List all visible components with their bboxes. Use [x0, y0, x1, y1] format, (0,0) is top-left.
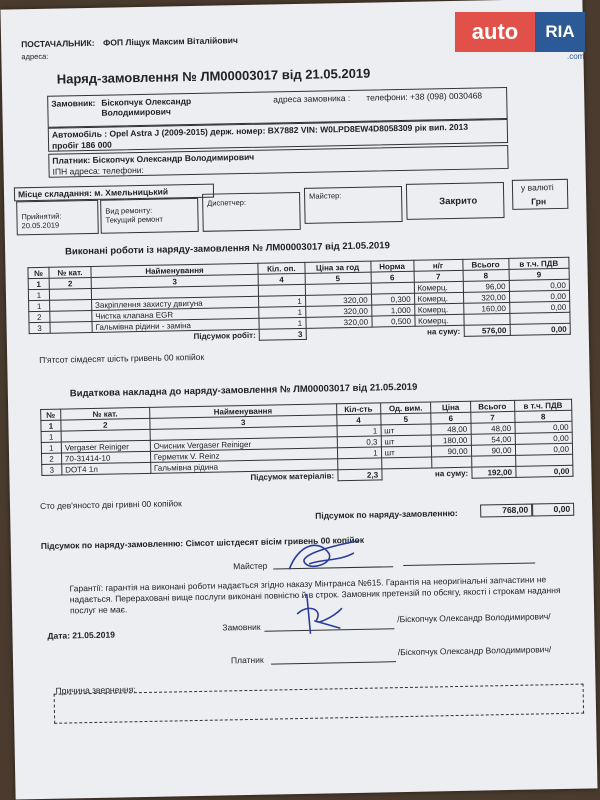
cell: 0,00 [509, 290, 570, 302]
cell [471, 455, 515, 467]
repair-value: Текущий ремонт [105, 214, 163, 225]
accepted-date: 20.05.2019 [21, 220, 60, 231]
cell [49, 288, 91, 300]
materials-col-unit: Од. вим. [380, 402, 431, 414]
cell: Гальмівна рідини - заміна [92, 318, 259, 332]
materials-table [40, 399, 573, 487]
works-num: 3 [91, 274, 258, 288]
materials-col-name: Найменування [149, 404, 336, 419]
works-num: 1 [28, 278, 49, 289]
cell: DOT4 1л [62, 462, 151, 475]
works-col-name: Найменування [91, 263, 258, 277]
works-sum-count: 3 [259, 328, 306, 340]
payer-ipn: ІПН адреса: телефони: [52, 164, 144, 177]
cell: 1 [41, 431, 61, 442]
works-col-num: № [28, 267, 49, 278]
master-box-label: Майстер: [309, 191, 342, 201]
cell: Очисник Vergaser Reiniger [150, 437, 337, 452]
cell: 180,00 [431, 434, 471, 446]
materials-sum-count: 2,3 [338, 469, 382, 481]
materials-title: Видаткова накладна до наряду-замовлення № ЛМ00003017 від 21.05.2019 [69, 381, 418, 400]
materials-num: 2 [61, 418, 150, 431]
cell [49, 299, 91, 311]
dispatcher-box [202, 192, 301, 232]
cell: шт [381, 446, 432, 458]
materials-col-total: Всього [470, 400, 514, 412]
cell: 3 [29, 322, 50, 333]
works-num: 8 [463, 269, 509, 281]
currency-value: Грн [531, 196, 547, 207]
materials-col-vat: в т.ч. ПДВ [514, 399, 572, 411]
materials-num: 4 [337, 414, 381, 426]
payer-line: Платник: Біскопчук Олександр Володимирович [52, 151, 255, 166]
cell: 90,00 [432, 445, 472, 457]
master-sign-label: Майстер [233, 560, 268, 572]
works-col-vat: в т.ч. ПДВ [508, 257, 569, 269]
works-sum-total: 576,00 [464, 324, 510, 336]
materials-col-price: Ціна [431, 401, 471, 413]
doc-date: Дата: 21.05.2019 [47, 629, 116, 641]
watermark-auto: auto [455, 12, 535, 52]
works-sum-vat: 0,00 [510, 323, 571, 335]
works-col-qty: Кіл. оп. [258, 262, 305, 274]
guarantee-text: Гарантії: гарантія на виконані роботи надається згідно наказу Мінтранса №615. Гарантія на неоригінальні запчастини не надається. Перераховані вище послуги виконані повністю й в строк. Замовник претензій по обсягу, якості і строкам надання послуг не має. [69, 574, 561, 616]
cell: Закріплення захисту двигуна [92, 296, 259, 310]
cell: 0,500 [371, 315, 414, 327]
works-sum-words: П'ятсот сімдесят шість гривень 00 копійок [39, 351, 205, 365]
cell: 0,00 [515, 421, 573, 433]
reason-label: Причина звернення: [55, 684, 136, 696]
cell: 1 [28, 289, 49, 300]
works-col-cat: № кат. [49, 266, 91, 278]
cell [432, 456, 472, 468]
materials-sum-total-label: на суму: [434, 468, 469, 479]
cell: 54,00 [471, 433, 515, 445]
payer-sign-name: /Біскопчук Олександр Володимирович/ [397, 644, 552, 658]
cell: 70-31414-10 [61, 451, 150, 464]
cell: Гальмівна рідина [150, 459, 337, 474]
cell: Vergaser Reiniger [61, 440, 150, 453]
cell: 0,00 [515, 443, 573, 455]
grand-total-words: Підсумок по наряду-замовленню: Сімсот шістдесят вісім гривень 00 копійок [40, 534, 365, 551]
materials-sum-label: Підсумок матеріалів: [250, 471, 335, 482]
supplier-address-label: адреса: [21, 51, 49, 62]
materials-col-cat: № кат. [61, 407, 150, 420]
materials-sum-words: Сто дев'яносто дві гривні 00 копійок [39, 498, 182, 511]
works-num: 9 [509, 268, 570, 280]
watermark-ria: RIA [535, 12, 585, 52]
dispatcher-label: Диспетчер: [207, 197, 247, 208]
currency-label: у валюті [520, 182, 554, 193]
cell [371, 282, 414, 294]
watermark-com: .com [567, 52, 585, 61]
master-name-line [403, 562, 535, 566]
cell: Комерц. [414, 292, 463, 304]
materials-col-num: № [41, 409, 61, 420]
car-line: Автомобіль : Opel Astra J (2009-2015) держ. номер: BX7882 VIN: W0LPD8EW4D8058309 рік вип. 2013 [51, 121, 469, 140]
repair-label: Вид ремонту: [105, 205, 153, 216]
materials-num: 6 [431, 412, 471, 424]
cell: шт [381, 435, 432, 447]
cell: 1 [337, 425, 381, 437]
place-line: Місце складання: м. Хмельницький [17, 186, 169, 200]
supplier-name: ФОП Ліщук Максим Віталійович [103, 35, 238, 48]
materials-sum-total: 192,00 [471, 466, 515, 478]
cell: 1 [259, 306, 306, 318]
cell: 2 [29, 311, 50, 322]
cell: 320,00 [305, 294, 371, 306]
cell: 1 [259, 317, 306, 329]
works-col-total: Всього [462, 258, 508, 270]
works-num: 6 [371, 271, 414, 283]
grand-vat: 0,00 [532, 503, 574, 517]
status-value: Закрито [439, 195, 478, 208]
master-signature [279, 533, 370, 580]
accepted-label: Прийнятий: [21, 211, 62, 222]
supplier-label: ПОСТАЧАЛЬНИК: [21, 37, 95, 50]
status-box [406, 182, 505, 220]
cell: 160,00 [463, 302, 509, 314]
cell: шт [381, 424, 432, 436]
materials-sum-vat: 0,00 [515, 465, 573, 477]
cell: 48,00 [431, 423, 471, 435]
cell: 1 [337, 447, 381, 459]
grand-total: 768,00 [480, 504, 532, 518]
cell: Герметик V. Reinz [150, 448, 337, 463]
grand-total-label: Підсумок по наряду-замовленню: [315, 507, 458, 521]
works-col-nh: н/г [413, 259, 462, 271]
works-col-norm: Норма [370, 260, 413, 272]
customer-signature [292, 588, 353, 639]
customer-phone: телефони: +38 (098) 0030468 [366, 90, 483, 103]
cell: 96,00 [463, 280, 509, 292]
cell: 0,00 [515, 432, 573, 444]
materials-num: 1 [41, 420, 61, 431]
cell: 320,00 [306, 316, 372, 328]
cell: Комерц. [414, 314, 463, 326]
works-num: 2 [49, 277, 91, 289]
cell: 90,00 [471, 444, 515, 456]
works-sum-total-label: на суму: [427, 326, 461, 337]
customer-address: адреса замовника : [273, 92, 351, 105]
materials-num: 5 [380, 413, 431, 425]
cell: 1 [29, 300, 50, 311]
cell: 0,300 [371, 293, 414, 305]
payer-sign-line [271, 661, 396, 664]
car-mileage: пробіг 186 000 [51, 139, 112, 151]
materials-num: 8 [514, 410, 572, 422]
cell: 1 [258, 295, 305, 307]
cell: Комерц. [414, 303, 463, 315]
customer-sign-name: /Біскопчук Олександр Володимирович/ [397, 611, 551, 625]
works-title: Виконані роботи із наряду-замовлення № ЛМ00003017 від 21.05.2019 [65, 240, 390, 258]
cell: 1,000 [371, 304, 414, 316]
cell: 0,3 [337, 436, 381, 448]
repair-box [100, 198, 199, 234]
cell: Чистка клапана EGR [92, 307, 259, 321]
cell: 48,00 [471, 422, 515, 434]
cell: 320,00 [463, 291, 509, 303]
customer-sign-label: Замовник [222, 621, 261, 633]
works-sum-label: Підсумок робіт: [193, 330, 256, 341]
customer-name: Біскопчук Олександр Володимирович [101, 96, 192, 118]
materials-col-qty: Кіл-сть [336, 403, 380, 415]
cell: 320,00 [305, 305, 371, 317]
cell [337, 458, 381, 470]
cell: 2 [41, 453, 61, 464]
works-num: 4 [258, 273, 305, 285]
customer-label: Замовник: [51, 97, 96, 109]
works-col-price: Ціна за год [305, 261, 371, 273]
works-num: 5 [305, 272, 371, 284]
cell: Комерц. [414, 281, 463, 293]
works-num: 7 [414, 270, 463, 282]
accepted-box [16, 200, 99, 236]
cell [50, 321, 92, 333]
payer-sign-label: Платник [230, 654, 264, 666]
cell [50, 310, 92, 322]
cell: 0,00 [509, 279, 570, 291]
materials-num: 7 [470, 411, 514, 423]
order-title: Наряд-замовлення № ЛМ00003017 від 21.05.2019 [56, 65, 371, 87]
cell [258, 284, 305, 296]
cell [463, 313, 509, 325]
cell: 3 [42, 464, 62, 475]
autoria-watermark [455, 12, 585, 61]
master-box [304, 186, 403, 224]
cell: 1 [41, 442, 61, 453]
cell: 0,00 [509, 301, 570, 313]
currency-box [512, 179, 569, 210]
materials-num: 3 [150, 415, 337, 430]
works-table [27, 257, 570, 345]
